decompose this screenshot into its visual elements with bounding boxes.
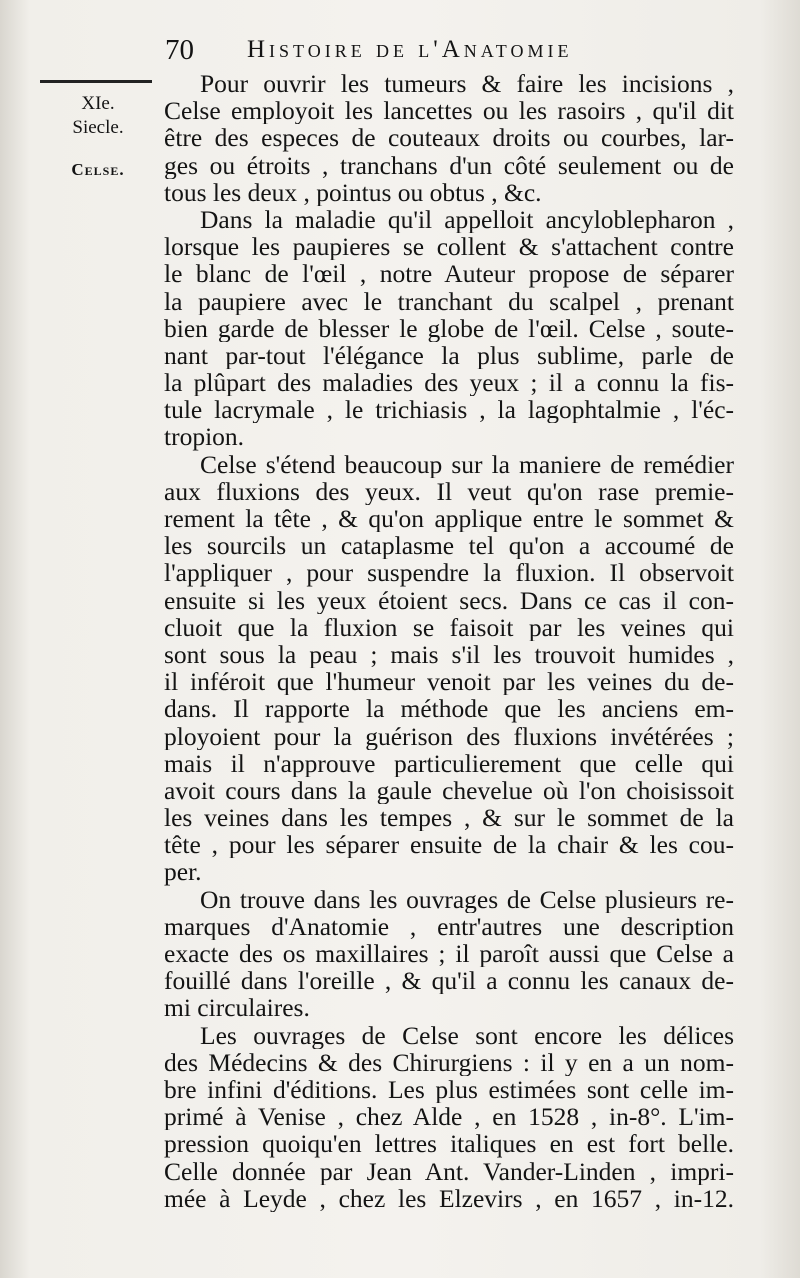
text-line: la plûpart des maladies des yeux ; il a connu la fis- [164,369,734,397]
text-line: bien garde de blesser le globe de l'œil. Celse , soute- [164,314,734,342]
text-line: ployoient pour la guérison des fluxions invétérées ; [164,722,734,750]
text-line: la paupiere avec le tranchant du scalpel , prenant [164,287,734,315]
page-header [165,34,765,74]
text-line: des Médecins & des Chirurgiens : il y en a un nom- [164,1048,734,1076]
text-line: Celse s'étend beaucoup sur la maniere de remédier [200,450,734,478]
running-title: Histoire de l'Anatomie [247,36,573,63]
margin-rule [40,80,152,83]
text-line: marques d'Anatomie , entr'autres une description [164,912,734,940]
text-line: avoit cours dans la gaule chevelue où l'on choisissoit [164,776,734,805]
page-number: 70 [165,34,194,66]
text-line: les sourcils un cataplasme tel qu'on a accoumé de [164,532,734,560]
text-line: lorsque les paupieres se collent & s'attachent contre [164,233,734,261]
text-line: mais il n'approuve particulierement que celle qui [164,749,734,777]
text-line: bre infini d'éditions. Les plus estimées sont celle im- [164,1075,734,1104]
text-line: il inféroit que l'humeur venoit par les veines du de- [164,668,734,696]
margin-note-century: XIe. Siecle. [72,93,124,138]
text-line: Dans la maladie qu'il appelloit ancyloblepharon , [200,205,734,234]
text-line: Celle donnée par Jean Ant. Vander-Linden , impri- [164,1157,734,1185]
text-line: tous les deux , pointus ou obtus , &c. [164,178,542,206]
text-line: pression quoiqu'en lettres italiques en est fort belle. [164,1130,734,1158]
text-line: Les ouvrages de Celse sont encore les délices [200,1021,734,1049]
text-line: Celse employoit les lancettes ou les rasoirs , qu'il dit [164,97,734,125]
text-line: ges ou étroits , tranchans d'un côté seulement ou de [164,151,734,179]
text-line: l'appliquer , pour suspendre la fluxion. Il observoit [164,559,734,587]
text-line: dans. Il rapporte la méthode que les anciens em- [164,695,734,723]
text-line: ensuite si les yeux étoient secs. Dans ce cas il con- [164,586,734,614]
text-line: On trouve dans les ouvrages de Celse plusieurs re- [200,885,734,913]
text-line: les veines dans les tempes , & sur le sommet de la [164,804,734,832]
text-line: nant par-tout l'élégance la plus sublime, parle de [164,341,734,370]
text-line: sont sous la peau ; mais s'il les trouvoit humides , [164,640,734,669]
text-line: le blanc de l'œil , notre Auteur propose de séparer [164,260,734,288]
text-line: exacte des os maxillaires ; il paroît aussi que Celse a [164,940,734,968]
text-line: primé à Venise , chez Alde , en 1528 , in-8°. L'im- [164,1103,734,1131]
text-line: Pour ouvrir les tumeurs & faire les incisions , [200,70,734,98]
text-line: cluoit que la fluxion se faisoit par les veines qui [164,613,734,641]
body-text [164,70,734,1212]
text-line: mi circulaires. [164,994,310,1022]
text-line: tropion. [164,423,245,451]
text-line: aux fluxions des yeux. Il veut qu'on rase premie- [164,477,734,505]
text-line: mée à Leyde , chez les Elzevirs , en 1657 , in-12. [164,1184,734,1212]
text-line: tête , pour les séparer ensuite de la chair & les cou- [164,831,734,859]
text-line: per. [164,858,202,886]
text-line: fouillé dans l'oreille , & qu'il a connu les canaux de- [164,967,734,995]
text-line: rement la tête , & qu'on applique entre le sommet & [164,505,734,533]
text-line: tule lacrymale , le trichiasis , la lagophtalmie , l'éc- [164,396,734,424]
margin-note-celse: Celse. [71,160,125,179]
text-line: être des especes de couteaux droits ou courbes, lar- [164,124,734,152]
